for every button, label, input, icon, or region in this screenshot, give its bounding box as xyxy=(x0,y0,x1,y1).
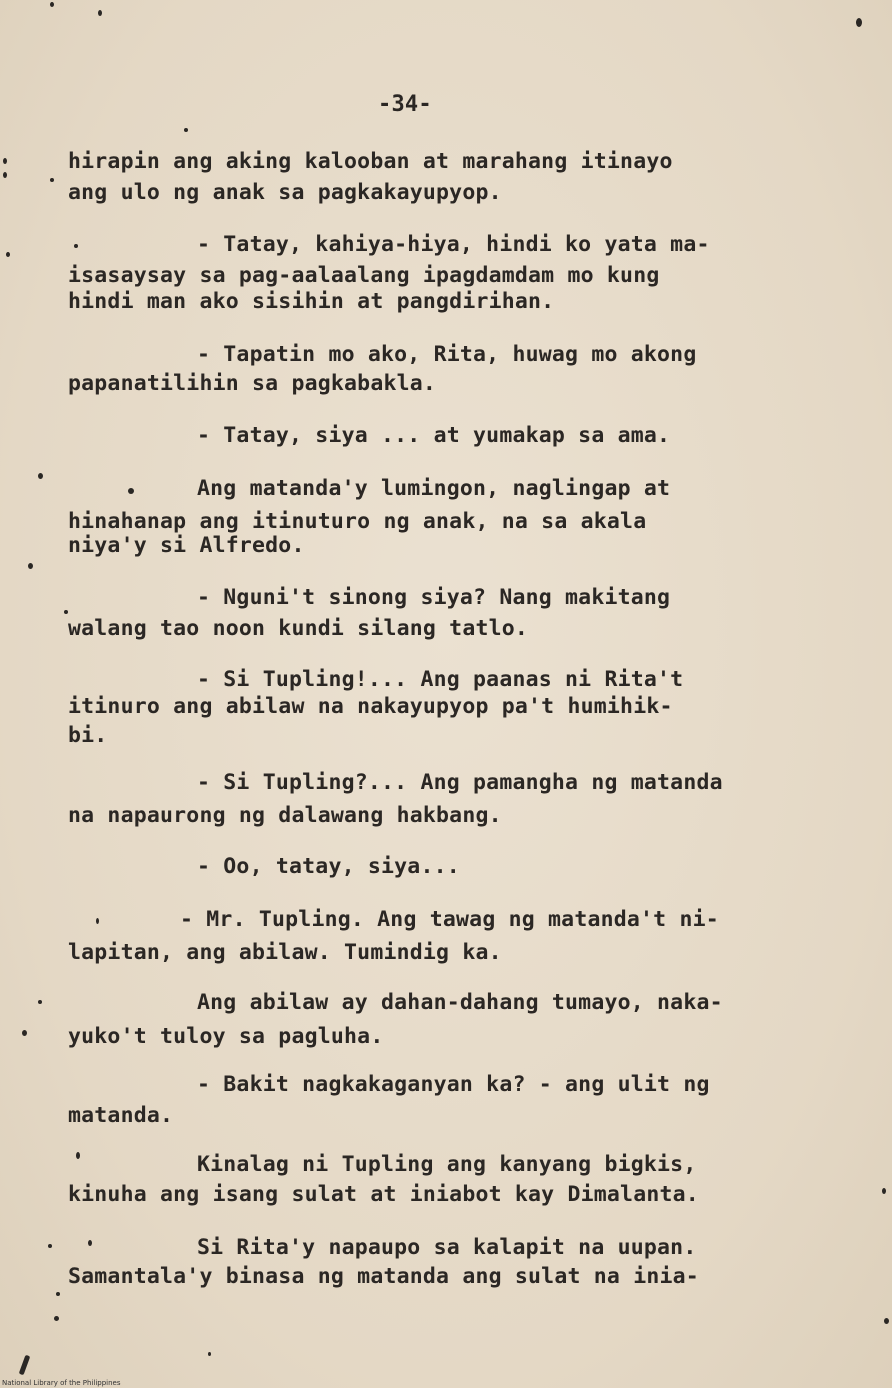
speck xyxy=(50,2,54,7)
text-line: kinuha ang isang sulat at iniabot kay Dimalanta. xyxy=(68,1182,699,1207)
text-line: - Si Tupling!... Ang paanas ni Rita't xyxy=(197,667,684,692)
speck xyxy=(54,1316,59,1321)
speck xyxy=(208,1352,211,1356)
text-line: - Tatay, siya ... at yumakap sa ama. xyxy=(197,423,671,448)
text-line: lapitan, ang abilaw. Tumindig ka. xyxy=(68,940,502,965)
speck xyxy=(3,158,7,164)
text-line: - Si Tupling?... Ang pamangha ng matanda xyxy=(197,770,723,795)
text-line: - Tatay, kahiya-hiya, hindi ko yata ma- xyxy=(197,232,710,257)
text-line: Ang abilaw ay dahan-dahang tumayo, naka- xyxy=(197,990,723,1015)
speck xyxy=(88,1240,92,1246)
text-line: Si Rita'y napaupo sa kalapit na uupan. xyxy=(197,1235,697,1260)
text-line: isasaysay sa pag-aalaalang ipagdamdam mo kung xyxy=(68,263,660,288)
text-line: Samantala'y binasa ng matanda ang sulat na inia- xyxy=(68,1264,699,1289)
text-line: Ang matanda'y lumingon, naglingap at xyxy=(197,476,671,501)
text-line: ang ulo ng anak sa pagkakayupyop. xyxy=(68,180,502,205)
text-line: hinahanap ang itinuturo ng anak, na sa akala xyxy=(68,509,647,534)
speck xyxy=(884,1318,889,1324)
text-line: hirapin ang aking kalooban at marahang itinayo xyxy=(68,149,673,174)
text-line: hindi man ako sisihin at pangdirihan. xyxy=(68,289,555,314)
page-number: -34- xyxy=(378,92,432,117)
speck xyxy=(882,1188,886,1194)
speck xyxy=(22,1030,27,1036)
text-line: bi. xyxy=(68,723,108,748)
speck xyxy=(64,610,68,614)
speck xyxy=(184,128,188,132)
text-line: papanatilihin sa pagkabakla. xyxy=(68,371,437,396)
text-line: - Tapatin mo ako, Rita, huwag mo akong xyxy=(197,342,697,367)
speck xyxy=(6,252,10,257)
speck xyxy=(56,1292,60,1296)
speck xyxy=(38,473,43,479)
footer-credit: National Library of the Philippines xyxy=(2,1379,121,1387)
text-line: - Oo, tatay, siya... xyxy=(197,854,460,879)
text-line: - Mr. Tupling. Ang tawag ng matanda't ni- xyxy=(180,907,719,932)
speck xyxy=(19,1355,31,1376)
speck xyxy=(28,563,33,569)
speck xyxy=(38,1000,42,1004)
text-line: walang tao noon kundi silang tatlo. xyxy=(68,616,529,641)
text-line: matanda. xyxy=(68,1103,174,1128)
speck xyxy=(74,244,78,248)
speck xyxy=(48,1244,52,1248)
speck xyxy=(96,918,99,924)
speck xyxy=(98,10,102,16)
speck xyxy=(128,488,134,494)
text-line: na napaurong ng dalawang hakbang. xyxy=(68,803,502,828)
text-line: - Nguni't sinong siya? Nang makitang xyxy=(197,585,671,610)
speck xyxy=(50,178,54,182)
speck xyxy=(856,18,862,27)
text-line: itinuro ang abilaw na nakayupyop pa't humihik- xyxy=(68,694,673,719)
text-line: yuko't tuloy sa pagluha. xyxy=(68,1024,384,1049)
speck xyxy=(3,172,7,178)
text-line: Kinalag ni Tupling ang kanyang bigkis, xyxy=(197,1152,697,1177)
speck xyxy=(76,1152,80,1159)
text-line: niya'y si Alfredo. xyxy=(68,533,305,558)
text-line: - Bakit nagkakaganyan ka? - ang ulit ng xyxy=(197,1072,710,1097)
